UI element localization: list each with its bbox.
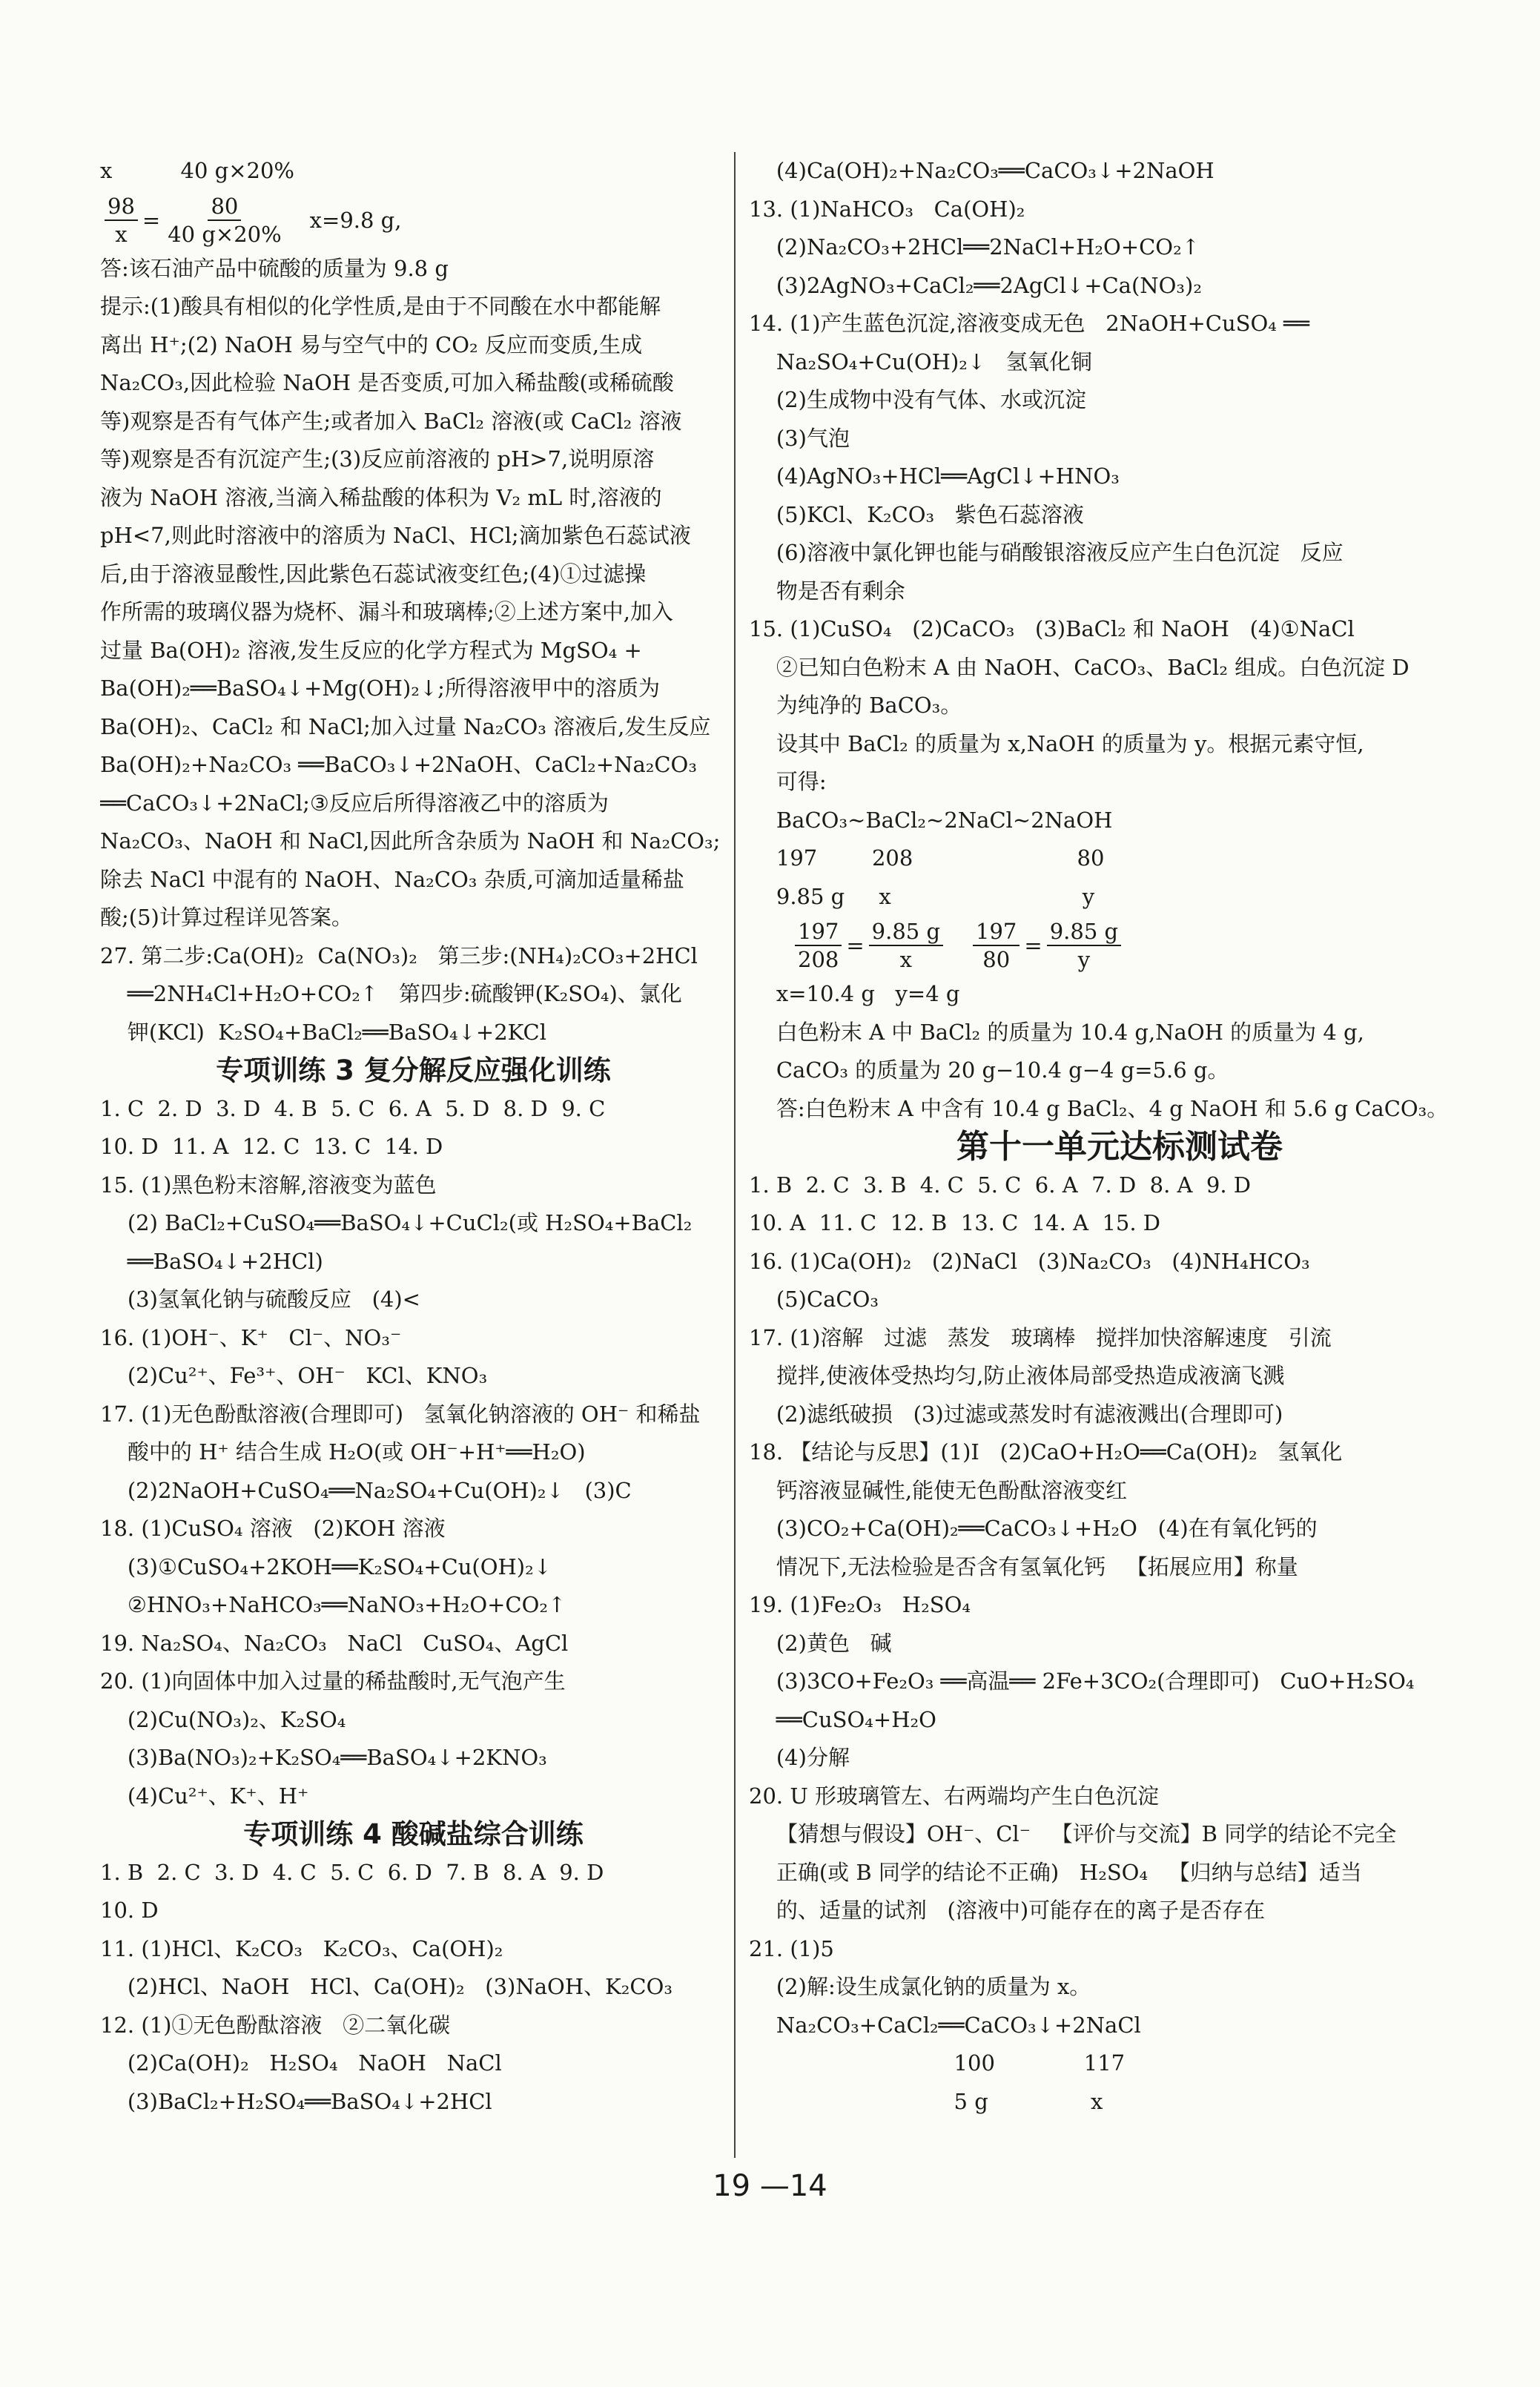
text-line: 液为 NaOH 溶液,当滴入稀盐酸的体积为 V₂ mL 时,溶液的 [100,484,662,510]
heading-training-3: 专项训练 3 复分解反应强化训练 [216,1054,611,1086]
text-line: x=10.4 g y=4 g [749,981,960,1006]
text-line: 21. (1)5 [749,1935,834,1961]
equals-sign: = [142,207,161,233]
text-line: 16. (1)OH⁻、K⁺ Cl⁻、NO₃⁻ [100,1324,402,1350]
right-block-b [749,975,1490,1128]
text-line: 12. (1)①无色酚酞溶液 ②二氧化碳 [100,2012,451,2038]
left-block-a [100,250,727,1052]
text-line: 19. (1)Fe₂O₃ H₂SO₄ [749,1592,971,1617]
text-line: 正确(或 B 同学的结论不正确) H₂SO₄ 【归纳与总结】适当 [749,1859,1362,1885]
text-line: (4)分解 [749,1745,850,1770]
text-line: 197 208 80 [749,845,1105,871]
text-line: (2)Na₂CO₃+2HCl══2NaCl+H₂O+CO₂↑ [749,234,1200,260]
equals-sign: = [846,933,865,958]
text-line: (3)BaCl₂+H₂SO₄══BaSO₄↓+2HCl [100,2088,492,2114]
text-line: 10. A 11. C 12. B 13. C 14. A 15. D [749,1210,1161,1235]
text-line: 酸中的 H⁺ 结合生成 H₂O(或 OH⁻+H⁺══H₂O) [100,1439,586,1465]
text-line: Ba(OH)₂、CaCl₂ 和 NaCl;加入过量 Na₂CO₃ 溶液后,发生反应 [100,713,711,739]
text-line: 18. 【结论与反思】(1)Ⅰ (2)CaO+H₂O══Ca(OH)₂ 氢氧化 [749,1439,1343,1465]
heading-unit-11-test: 第十一单元达标测试卷 [956,1128,1283,1166]
left-column [100,152,727,2121]
text-line: CaCO₃ 的质量为 20 g−10.4 g−4 g=5.6 g。 [749,1057,1229,1083]
fraction-2 [165,193,284,248]
text-line: 18. (1)CuSO₄ 溶液 (2)KOH 溶液 [100,1516,446,1541]
right-fraction-equations [749,916,1490,975]
fraction-result: x=9.8 g, [309,207,402,233]
text-line: 20. (1)向固体中加入过量的稀盐酸时,无气泡产生 [100,1668,566,1694]
text-line: 提示:(1)酸具有相似的化学性质,是由于不同酸在水中都能解 [100,294,661,319]
text-line: ══CuSO₄+H₂O [749,1706,936,1732]
text-line: 10. D 11. A 12. C 13. C 14. D [100,1134,443,1159]
page-number: 19 —14 [713,2169,827,2203]
fraction-1-denominator: x [115,221,128,247]
text-line: 13. (1)NaHCO₃ Ca(OH)₂ [749,196,1025,222]
text-line: 作所需的玻璃仪器为烧杯、漏斗和玻璃棒;②上述方案中,加入 [100,599,673,624]
text-line: 16. (1)Ca(OH)₂ (2)NaCl (3)Na₂CO₃ (4)NH₄HCO₃ [749,1248,1310,1274]
text-line: 设其中 BaCl₂ 的质量为 x,NaOH 的质量为 y。根据元素守恒, [749,730,1364,756]
fraction-r1-numerator: 197 [795,918,842,946]
text-line: 1. C 2. D 3. D 4. B 5. C 6. A 5. D 8. D 9. C [100,1095,606,1121]
fraction-r1 [795,918,842,973]
text-line: 14. (1)产生蓝色沉淀,溶液变成无色 2NaOH+CuSO₄ ══ [749,311,1310,336]
text-line: (2)Cu²⁺、Fe³⁺、OH⁻ KCl、KNO₃ [100,1363,488,1388]
left-block-c [100,1854,727,2122]
text-line: (6)溶液中氯化钾也能与硝酸银溶液反应产生白色沉淀 反应 [749,540,1344,565]
fraction-r1-denominator: 208 [798,947,839,972]
text-line: ══CaCO₃↓+2NaCl;③反应后所得溶液乙中的溶质为 [100,790,609,816]
text-line: (2)HCl、NaOH HCl、Ca(OH)₂ (3)NaOH、K₂CO₃ [100,1974,672,1999]
text-line: 【猜想与假设】OH⁻、Cl⁻ 【评价与交流】B 同学的结论不完全 [749,1821,1397,1846]
left-fraction-equation [100,191,727,250]
column-divider [734,152,736,2158]
text-line: Na₂CO₃+CaCl₂══CaCO₃↓+2NaCl [749,2012,1141,2038]
text-line: 20. U 形玻璃管左、右两端均产生白色沉淀 [749,1783,1159,1809]
text-line: (3)气泡 [749,425,850,451]
text-line: 可得: [749,769,827,794]
text-line: (2)生成物中没有气体、水或沉淀 [749,387,1086,412]
text-line: 100 117 [749,2050,1126,2076]
text-line: 后,由于溶液显酸性,因此紫色石蕊试液变红色;(4)①过滤操 [100,561,647,587]
heading-training-4: 专项训练 4 酸碱盐综合训练 [243,1818,584,1850]
text-line: (2)黄色 碱 [749,1630,892,1656]
text-line: ②HNO₃+NaHCO₃══NaNO₃+H₂O+CO₂↑ [100,1592,566,1617]
text-line: Na₂CO₃、NaOH 和 NaCl,因此所含杂质为 NaOH 和 Na₂CO₃; [100,828,721,854]
fraction-r3-denominator: 80 [982,947,1011,972]
text-line: 等)观察是否有气体产生;或者加入 BaCl₂ 溶液(或 CaCl₂ 溶液 [100,408,682,434]
text-line: 17. (1)无色酚酞溶液(合理即可) 氢氧化钠溶液的 OH⁻ 和稀盐 [100,1401,701,1427]
text-line: 物是否有剩余 [749,578,905,604]
text-line: 17. (1)溶解 过滤 蒸发 玻璃棒 搅拌加快溶解速度 引流 [749,1324,1332,1350]
left-pre-block [100,152,727,191]
text-line: 过量 Ba(OH)₂ 溶液,发生反应的化学方程式为 MgSO₄ + [100,637,642,663]
text-line: 15. (1)CuSO₄ (2)CaCO₃ (3)BaCl₂ 和 NaOH (4)①NaCl [749,616,1355,641]
text-line: BaCO₃~BaCl₂~2NaCl~2NaOH [749,807,1113,833]
text-line: ══BaSO₄↓+2HCl) [100,1248,323,1274]
text-line: x 40 g×20% [100,158,294,183]
text-line: (2)Ca(OH)₂ H₂SO₄ NaOH NaCl [100,2050,502,2076]
text-line: (5)CaCO₃ [749,1287,879,1312]
fraction-1-numerator: 98 [105,193,138,221]
fraction-1 [105,193,138,248]
text-line: (3)①CuSO₄+2KOH══K₂SO₄+Cu(OH)₂↓ [100,1554,552,1579]
text-line: (2)Cu(NO₃)₂、K₂SO₄ [100,1706,346,1732]
text-line: 白色粉末 A 中 BaCl₂ 的质量为 10.4 g,NaOH 的质量为 4 g, [749,1019,1364,1045]
fraction-r2-numerator: 9.85 g [869,918,943,946]
text-line: 钾(KCl) K₂SO₄+BaCl₂══BaSO₄↓+2KCl [100,1019,547,1045]
fraction-r3-numerator: 197 [973,918,1019,946]
text-line: 5 g x [749,2088,1103,2114]
right-block-c [749,1166,1490,2122]
fraction-2-denominator: 40 g×20% [168,221,282,247]
text-line: (4)Cu²⁺、K⁺、H⁺ [100,1783,309,1809]
text-line: (3)2AgNO₃+CaCl₂══2AgCl↓+Ca(NO₃)₂ [749,272,1202,298]
text-line: (4)AgNO₃+HCl══AgCl↓+HNO₃ [749,463,1120,489]
text-line: 离出 H⁺;(2) NaOH 易与空气中的 CO₂ 反应而变质,生成 [100,331,643,357]
text-line: 除去 NaCl 中混有的 NaOH、Na₂CO₃ 杂质,可滴加适量稀盐 [100,866,684,892]
text-line: 答:白色粉末 A 中含有 10.4 g BaCl₂、4 g NaOH 和 5.6 g CaCO₃。 [749,1095,1449,1121]
fraction-r3 [973,918,1019,973]
fraction-r2-denominator: x [899,947,913,972]
text-line: (2)滤纸破损 (3)过滤或蒸发时有滤液溅出(合理即可) [749,1401,1283,1427]
text-line: (2)解:设生成氯化钠的质量为 x。 [749,1974,1091,1999]
text-line: 酸;(5)计算过程详见答案。 [100,905,353,930]
text-line: 钙溶液显碱性,能使无色酚酞溶液变红 [749,1477,1128,1503]
text-line: Na₂CO₃,因此检验 NaOH 是否变质,可加入稀盐酸(或稀硫酸 [100,370,674,395]
text-line: (3)CO₂+Ca(OH)₂══CaCO₃↓+H₂O (4)在有氧化钙的 [749,1516,1318,1541]
text-line: (3)Ba(NO₃)₂+K₂SO₄══BaSO₄↓+2KNO₃ [100,1745,547,1770]
text-line: 27. 第二步:Ca(OH)₂ Ca(NO₃)₂ 第三步:(NH₄)₂CO₃+2HCl [100,942,698,968]
text-line: 的、适量的试剂 (溶液中)可能存在的离子是否存在 [749,1898,1266,1923]
text-line: (3)3CO+Fe₂O₃ ══高温══ 2Fe+3CO₂(合理即可) CuO+H₂SO₄ [749,1668,1415,1694]
equals-sign: = [1024,933,1042,958]
text-line: 11. (1)HCl、K₂CO₃ K₂CO₃、Ca(OH)₂ [100,1935,503,1961]
right-block-a [749,152,1490,916]
right-column [749,152,1490,2121]
fraction-r2 [869,918,943,973]
text-line: (3)氢氧化钠与硫酸反应 (4)< [100,1287,420,1312]
text-line: Na₂SO₄+Cu(OH)₂↓ 氢氧化铜 [749,349,1092,374]
text-line: 答:该石油产品中硫酸的质量为 9.8 g [100,255,449,281]
text-line: (2)2NaOH+CuSO₄══Na₂SO₄+Cu(OH)₂↓ (3)C [100,1477,632,1503]
fraction-r4-denominator: y [1077,947,1091,972]
text-line: 1. B 2. C 3. D 4. C 5. C 6. D 7. B 8. A 9. D [100,1859,604,1885]
fraction-2-numerator: 80 [208,193,241,221]
text-line: Ba(OH)₂+Na₂CO₃ ══BaCO₃↓+2NaOH、CaCl₂+Na₂CO₃ [100,752,697,777]
text-line: pH<7,则此时溶液中的溶质为 NaCl、HCl;滴加紫色石蕊试液 [100,523,691,548]
fraction-r4-numerator: 9.85 g [1047,918,1121,946]
text-line: (5)KCl、K₂CO₃ 紫色石蕊溶液 [749,501,1084,527]
text-line: 15. (1)黑色粉末溶解,溶液变为蓝色 [100,1172,437,1198]
text-line: ②已知白色粉末 A 由 NaOH、CaCO₃、BaCl₂ 组成。白色沉淀 D [749,654,1410,680]
text-line: Ba(OH)₂══BaSO₄↓+Mg(OH)₂↓;所得溶液甲中的溶质为 [100,676,660,701]
text-line: 19. Na₂SO₄、Na₂CO₃ NaCl CuSO₄、AgCl [100,1630,569,1656]
text-line: (2) BaCl₂+CuSO₄══BaSO₄↓+CuCl₂(或 H₂SO₄+BaCl₂ [100,1210,693,1235]
fraction-r4 [1047,918,1121,973]
text-line: (4)Ca(OH)₂+Na₂CO₃══CaCO₃↓+2NaOH [749,158,1215,183]
text-line: 10. D [100,1898,159,1923]
text-line: ══2NH₄Cl+H₂O+CO₂↑ 第四步:硫酸钾(K₂SO₄)、氯化 [100,981,682,1006]
text-line: 情况下,无法检验是否含有氢氧化钙 【拓展应用】称量 [749,1554,1298,1579]
text-line: 搅拌,使液体受热均匀,防止液体局部受热造成液滴飞溅 [749,1363,1285,1388]
text-line: 9.85 g x y [749,883,1095,909]
text-line: 为纯净的 BaCO₃。 [749,693,962,718]
text-line: 1. B 2. C 3. B 4. C 5. C 6. A 7. D 8. A 9. D [749,1172,1252,1198]
left-block-b [100,1090,727,1816]
text-line: 等)观察是否有沉淀产生;(3)反应前溶液的 pH>7,说明原溶 [100,446,655,472]
